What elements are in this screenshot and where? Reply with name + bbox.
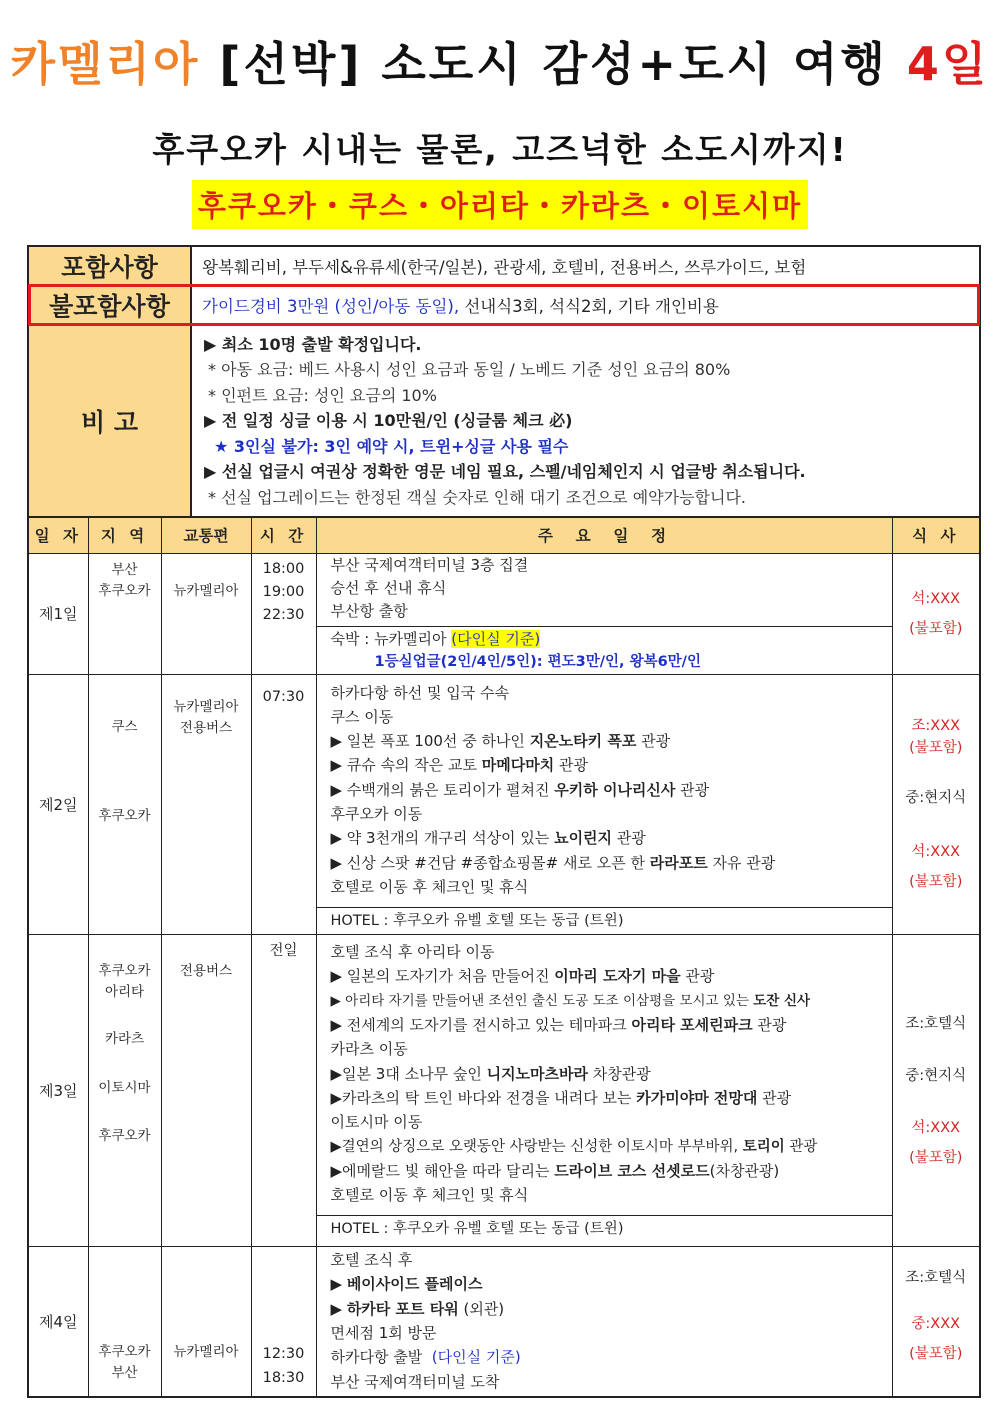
day3-time	[251, 935, 316, 1247]
transport-item: 전용버스	[179, 719, 233, 736]
meal-item: 중:XXX	[911, 1316, 961, 1333]
title-main: [선박] 소도시 감성+도시 여행	[219, 37, 888, 91]
schedule-line: 호텔로 이동 후 체크인 및 휴식	[330, 1186, 529, 1205]
note-upgrade-wait: * 선실 업그레이드는 한정된 객실 숫자로 인해 대기 조건으로 예약가능합니다.	[208, 487, 746, 507]
region-item: 후쿠오카	[98, 1343, 151, 1360]
note-triple: ★ 3인실 불가: 3인 예약 시, 트윈+싱글 사용 필수	[214, 436, 569, 456]
itinerary-header	[28, 517, 980, 553]
time-item: 19:00	[262, 583, 305, 600]
schedule-line: ▶ 하카타 포트 타워 (외관)	[330, 1299, 505, 1318]
region-item: 카라츠	[104, 1031, 145, 1048]
day2-time	[251, 674, 316, 935]
day4-label: 제4일	[28, 1247, 88, 1397]
page-subtitle: 후쿠오카 시내는 물론, 고즈넉한 소도시까지!	[152, 130, 848, 169]
schedule-line: 부산 국제여객터미널 도착	[330, 1372, 500, 1391]
transport-item: 뉴카멜리아	[173, 582, 239, 599]
table-row	[28, 553, 980, 674]
day2-region	[88, 674, 161, 935]
day2-hotel: HOTEL : 후쿠오카 유벨 호텔 또는 동급 (트윈)	[330, 913, 624, 930]
note-infant-fare: * 인펀트 요금: 성인 요금의 10%	[208, 385, 437, 405]
transport-item: 전용버스	[179, 963, 233, 980]
notes-label: 비 고	[29, 325, 192, 517]
excluded-row	[29, 285, 979, 325]
day4-meal	[892, 1247, 980, 1397]
excluded-label: 불포함사항	[29, 285, 192, 324]
meal-item: 중:현지식	[905, 1067, 967, 1084]
cities-banner	[0, 180, 1000, 229]
day1-transport	[161, 553, 251, 674]
note-min-people: ▶ 최소 10명 출발 확정입니다.	[204, 334, 422, 354]
table-row	[28, 674, 980, 935]
schedule-stay	[331, 628, 878, 651]
day1-time	[251, 553, 316, 674]
schedule-line: 호텔 조식 후 아리타 이동	[330, 943, 495, 962]
note-cabin-upgrade: ▶ 선실 업글시 여권상 정확한 영문 네임 필요, 스펠/네임체인지 시 업글방 취소됩니다.	[204, 462, 806, 482]
note-child-fare: * 아동 요금: 베드 사용시 성인 요금과 동일 / 노베드 기준 성인 요금의 80%	[208, 360, 731, 380]
title-days: 4일	[906, 37, 990, 91]
day1-meal	[892, 553, 980, 674]
day1-region	[88, 553, 161, 674]
day3-hotel: HOTEL : 후쿠오카 유벨 호텔 또는 동급 (트윈)	[330, 1221, 624, 1238]
day3-region	[88, 935, 161, 1247]
region-item: 아리타	[104, 984, 145, 1001]
schedule-line: 부산 국제여객터미널 3층 집결	[330, 555, 529, 574]
header-time: 시 간	[251, 517, 316, 553]
day3-schedule	[316, 935, 892, 1247]
schedule-line: 하카다항 하선 및 입국 수속	[330, 683, 509, 702]
excluded-guide-fee: 가이드경비 3만원 (성인/아동 동일),	[202, 296, 460, 316]
time-item: 07:30	[262, 688, 305, 705]
day2-schedule	[316, 674, 892, 935]
day3-label: 제3일	[28, 935, 88, 1247]
schedule-line: ▶ 일본의 도자기가 처음 만들어진 이마리 도자기 마을 관광	[330, 967, 715, 986]
meal-item: 석:XXX	[911, 590, 961, 607]
region-item: 이토시마	[98, 1080, 151, 1097]
cities-list: 후쿠오카・쿠스・아리타・카라츠・이토시마	[192, 180, 808, 229]
schedule-line: ▶ 신상 스팟 #건담 #종합쇼핑몰# 새로 오픈 한 라라포트 자유 관광	[330, 853, 776, 872]
meal-item: (불포함)	[909, 740, 963, 757]
included-text: 왕복훼리비, 부두세&유류세(한국/일본), 관광세, 호텔비, 전용버스, 쓰루가이드, 보험	[202, 257, 807, 277]
included-label: 포함사항	[29, 247, 192, 284]
schedule-line: ▶ 베이사이드 플레이스	[330, 1275, 483, 1294]
region-item: 후쿠오카	[98, 807, 151, 824]
meal-item: (불포함)	[909, 1346, 963, 1363]
header-day: 일 자	[28, 517, 88, 553]
schedule-line: 카라츠 이동	[330, 1040, 408, 1059]
schedule-line: ▶일본 3대 소나무 숲인 니지노마츠바라 차창관광	[330, 1064, 651, 1083]
time-item: 22:30	[262, 606, 305, 623]
schedule-line: ▶에메랄드 빛 해안을 따라 달리는 드라이브 코스 선셋로드(차창관광)	[330, 1161, 780, 1180]
schedule-line: ▶ 전세계의 도자기를 전시하고 있는 테마파크 아리타 포세린파크 관광	[330, 1016, 787, 1035]
day4-schedule	[316, 1247, 892, 1397]
transport-item: 뉴카멜리아	[173, 1343, 239, 1360]
schedule-line: 하카다항 출발 (다인실 기준)	[330, 1348, 521, 1367]
day3-transport	[161, 935, 251, 1247]
table-row	[28, 935, 980, 1247]
time-item: 18:30	[262, 1369, 305, 1386]
table-row	[28, 1247, 980, 1397]
itinerary-table	[27, 516, 981, 1398]
schedule-line: 후쿠오카 이동	[330, 804, 423, 823]
schedule-line: ▶ 일본 폭포 100선 중 하나인 지온노타키 폭포 관광	[330, 732, 671, 751]
included-row	[29, 247, 979, 285]
day2-transport	[161, 674, 251, 935]
stay-upgrade: 1등실업글(2인/4인/5인): 편도3만/인, 왕복6만/인	[374, 653, 701, 670]
schedule-line: ▶ 수백개의 붉은 토리이가 펼쳐진 우키하 이나리신사 관광	[330, 780, 710, 799]
header-schedule: 주 요 일 정	[316, 517, 892, 553]
notes-body	[192, 325, 979, 517]
meal-item: 석:XXX	[911, 844, 961, 861]
notes-row	[29, 325, 979, 517]
time-item: 전일	[269, 943, 298, 960]
day3-meal	[892, 935, 980, 1247]
day1-schedule	[316, 553, 892, 674]
schedule-line: ▶ 아리타 자기를 만들어낸 조선인 출신 도공 도조 이삼평을 모시고 있는 도잔 신사	[330, 992, 811, 1009]
excluded-rest: 선내식3회, 석식2회, 기타 개인비용	[459, 296, 719, 316]
meal-item: 석:XXX	[911, 1119, 961, 1136]
time-item: 18:00	[262, 560, 305, 577]
schedule-line: 면세점 1회 방문	[330, 1324, 437, 1343]
day2-meal	[892, 674, 980, 935]
transport-item: 뉴카멜리아	[173, 698, 239, 715]
schedule-line: ▶ 약 3천개의 개구리 석상이 있는 뇨이린지 관광	[330, 829, 646, 848]
day2-label: 제2일	[28, 674, 88, 935]
schedule-line: 쿠스 이동	[330, 707, 394, 726]
schedule-line: 이토시마 이동	[330, 1113, 423, 1132]
header-region: 지 역	[88, 517, 161, 553]
note-single: ▶ 전 일정 싱글 이용 시 10만원/인 (싱글룸 체크 必)	[204, 411, 573, 431]
schedule-line: ▶카라츠의 탁 트인 바다와 전경을 내려다 보는 카가미야마 전망대 관광	[330, 1088, 792, 1107]
meal-item: (불포함)	[909, 1149, 963, 1166]
schedule-line: 호텔로 이동 후 체크인 및 휴식	[330, 877, 529, 896]
meal-item: 중:현지식	[905, 790, 967, 807]
header-meal: 식 사	[892, 517, 980, 553]
schedule-line: 부산항 출항	[330, 601, 408, 620]
region-item: 후쿠오카	[98, 1128, 151, 1145]
region-item: 후쿠오카	[98, 582, 151, 599]
meal-item: 조:호텔식	[905, 1015, 967, 1032]
meal-item: 조:호텔식	[905, 1270, 967, 1287]
region-item: 부산	[111, 1364, 138, 1381]
meal-item: (불포함)	[909, 874, 963, 891]
meal-item: 조:XXX	[911, 718, 961, 735]
schedule-line: ▶결연의 상징으로 오랫동안 사랑받는 신성한 이토시마 부부바위, 토리이 관광	[330, 1138, 818, 1155]
day1-label: 제1일	[28, 553, 88, 674]
day4-transport	[161, 1247, 251, 1397]
page-title	[0, 28, 1000, 94]
region-item: 쿠스	[111, 718, 138, 735]
day4-time	[251, 1247, 316, 1397]
meal-item: (불포함)	[909, 620, 963, 637]
schedule-line: ▶ 큐슈 속의 작은 교토 마메다마치 관광	[330, 756, 588, 775]
stay-text: 숙박 : 뉴카멜리아	[330, 629, 452, 648]
day4-region	[88, 1247, 161, 1397]
excluded-text	[192, 285, 979, 324]
title-brand: 카멜리아	[10, 37, 201, 91]
region-item: 부산	[111, 561, 138, 578]
schedule-line: 호텔 조식 후	[330, 1251, 413, 1270]
header-transport: 교통편	[161, 517, 251, 553]
time-item: 12:30	[262, 1345, 305, 1362]
region-item: 후쿠오카	[98, 963, 151, 980]
info-table	[27, 245, 981, 519]
stay-dorm-note: (다인실 기준)	[451, 629, 541, 648]
schedule-line: 승선 후 선내 휴식	[330, 578, 447, 597]
